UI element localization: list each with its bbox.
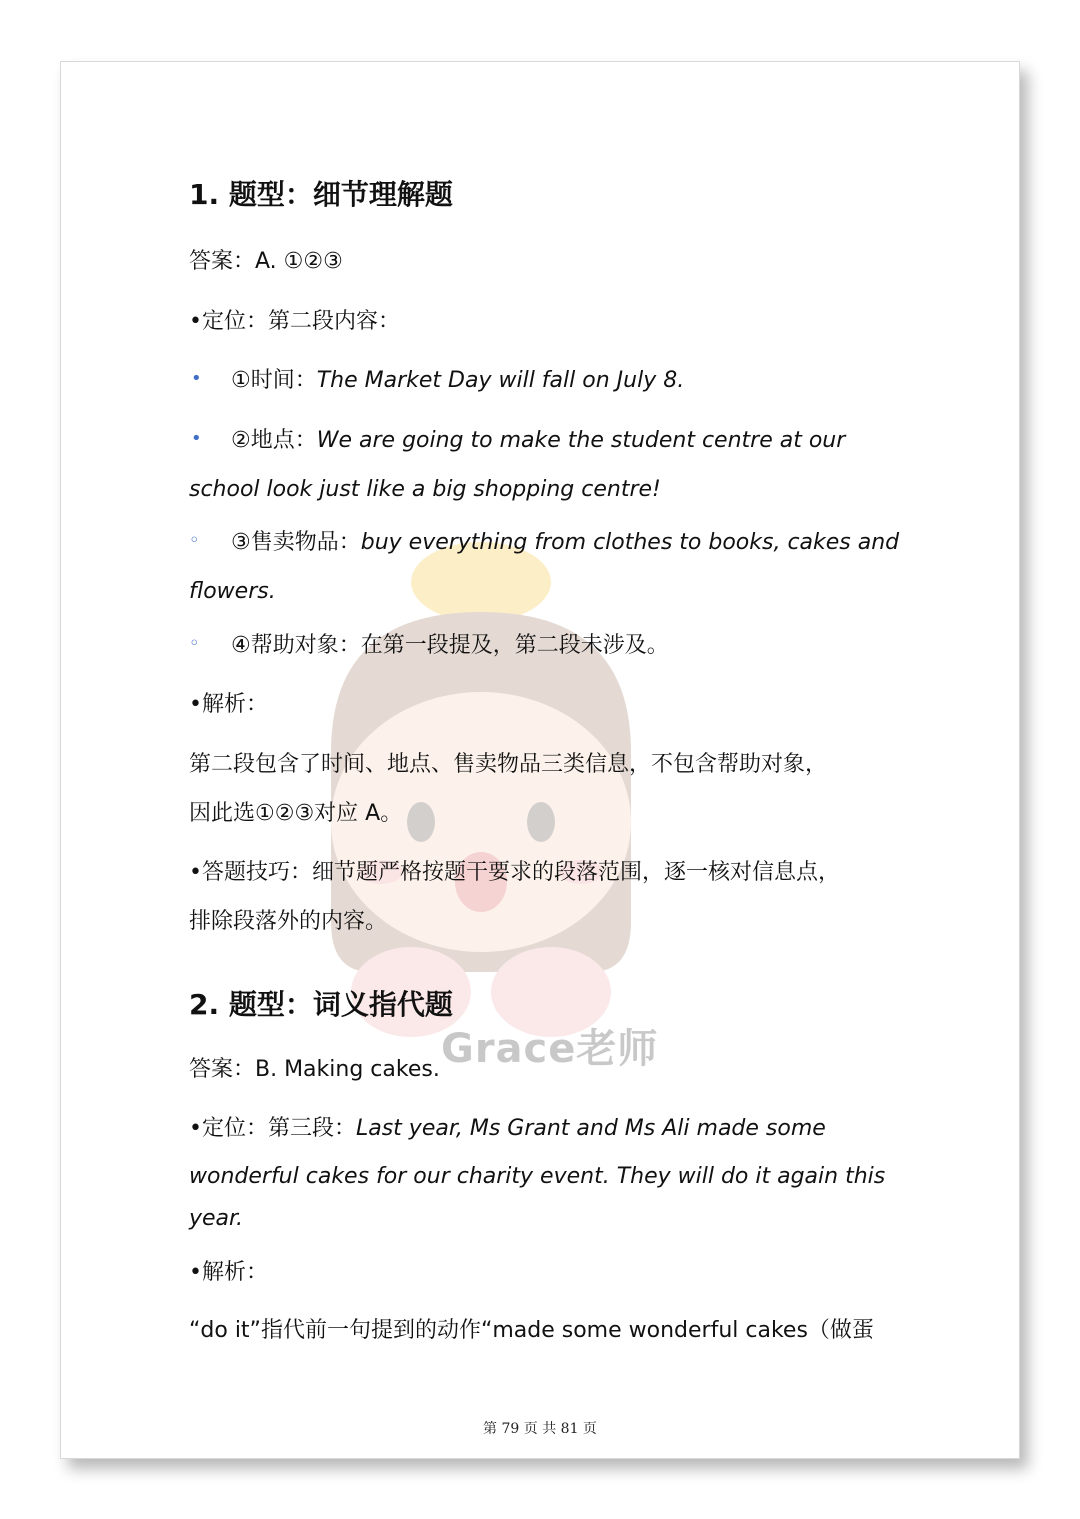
list-item [231,631,669,661]
bullet-ring-icon: ◦ [189,633,200,654]
section1-locate: •定位：第二段内容： [189,309,400,334]
section1-tip-line2: 排除段落外的内容。 [189,909,388,934]
locate-label: •定位：第三段： [189,1116,356,1141]
section1-tip-line1: •答题技巧：细节题严格按题干要求的段落范围，逐一核对信息点， [189,860,840,885]
document-page [60,61,1020,1459]
section1-heading: 1. 题型：细节理解题 [189,178,453,211]
list-item [231,528,899,558]
section2-heading: 2. 题型：词义指代题 [189,988,453,1021]
bullet-dot-icon: • [191,428,202,449]
item-text: We are going to make the student centre at our [316,428,846,453]
section2-locate [189,1114,826,1144]
section1-analysis-label: •解析： [189,692,268,717]
section1-answer: 答案：A. ①②③ [189,249,343,274]
watermark-text: Grace老师 [441,1026,659,1072]
section2-locate-line3: year. [189,1206,244,1231]
item-label: ③售卖物品： [231,530,361,555]
item-text: 在第一段提及，第二段未涉及。 [360,633,669,658]
section2-analysis-line1: “do it”指代前一句提到的动作“made some wonderful cakes（做蛋 [189,1318,874,1343]
section2-answer: 答案：B. Making cakes. [189,1057,440,1082]
item-label: ④帮助对象： [231,633,361,658]
section1-analysis-line2: 因此选①②③对应 A。 [189,801,403,826]
bullet-dot-icon: • [191,368,202,389]
section1-analysis-line1: 第二段包含了时间、地点、售卖物品三类信息，不包含帮助对象， [189,752,828,777]
section2-analysis-label: •解析： [189,1260,268,1285]
list-item [231,366,684,396]
page-footer: 第 79 页 共 81 页 [483,1421,597,1437]
list-item [231,426,845,456]
item-text: The Market Day will fall on July 8. [316,368,685,393]
item-text-continued: school look just like a big shopping centre! [189,477,661,502]
item-text: buy everything from clothes to books, cakes and [360,530,900,555]
item-label: ①时间： [231,368,317,393]
bullet-ring-icon: ◦ [189,530,200,551]
item-label: ②地点： [231,428,317,453]
section2-locate-line2: wonderful cakes for our charity event. They will do it again this [189,1164,886,1189]
item-text-continued: flowers. [189,579,276,604]
locate-text: Last year, Ms Grant and Ms Ali made some [355,1116,826,1141]
